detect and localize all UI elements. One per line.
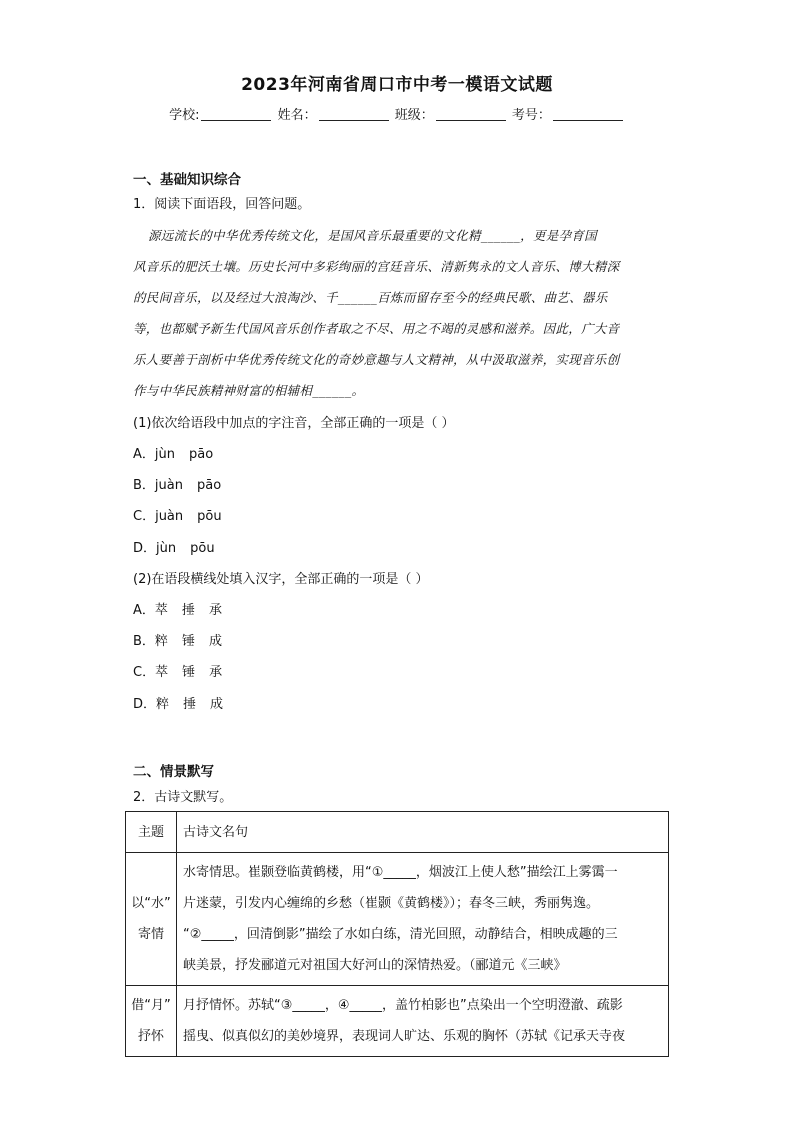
option-a-chars[interactable]: A．萃 捶 承 [133,603,222,618]
option-d-chars[interactable]: D．粹 捶 成 [133,697,224,712]
number-blank[interactable] [553,107,623,121]
page-title: 2023年河南省周口市中考一模语文试题 [241,75,553,95]
student-info-line [0,104,794,123]
content-line: 水寄情思。崔颢登临黄鹤楼，用“①_____，烟波江上使人愁”描绘江上雾霭一 [183,865,618,880]
row-content [177,986,669,1057]
passage-line: 乐人要善于剖析中华优秀传统文化的奇妙意趣与人文精神，从中汲取滋养，实现音乐创 [133,352,620,367]
option-b-pinyin[interactable]: B．juàn pāo [133,478,222,493]
number-label: 考号： [511,108,551,123]
class-label: 班级： [394,108,434,123]
table-row [126,986,669,1057]
school-blank[interactable] [201,107,271,121]
table-row [126,853,669,986]
poetry-table [125,811,669,1057]
question-1-text: 1．阅读下面语段，回答问题。 [133,197,311,212]
row-theme: 以“水” 寄情 [126,853,177,986]
name-label: 姓名： [277,108,317,123]
table-header-theme: 主题 [126,812,177,853]
option-d-pinyin[interactable]: D．jùn pōu [133,541,215,556]
passage-line: 等，也都赋予新生代国风音乐创作者取之不尽、用之不竭的灵感和滋养。因此，广大音 [133,321,620,336]
table-header-lines: 古诗文名句 [177,812,669,853]
option-c-pinyin[interactable]: C．juàn pōu [133,509,222,524]
content-line: “②_____，回清倒影”描绘了水如白练，清光回照，动静结合，相映成趣的三 [183,927,618,942]
row-content [177,853,669,986]
content-line: 摇曳、似真似幻的美妙境界，表现词人旷达、乐观的胸怀（苏轼《记承天寺夜 [183,1029,626,1044]
option-a-pinyin[interactable]: A．jùn pāo [133,447,214,462]
passage-line: 的民间音乐，以及经过大浪淘沙、千______百炼而留存至今的经典民歌、曲艺、器乐 [133,290,608,305]
school-label: 学校: [169,108,200,123]
table-header-row [126,812,669,853]
passage-line: 作与中华民族精神财富的相辅相______。 [133,383,365,398]
row-theme: 借“月” 抒怀 [126,986,177,1057]
sub-question-2: (2)在语段横线处填入汉字，全部正确的一项是（ ） [133,572,429,587]
section-2-heading: 二、情景默写 [133,764,214,780]
passage-line: 源远流长的中华优秀传统文化，是国风音乐最重要的文化精______，更是孕育国 [148,228,597,243]
content-line: 峡美景，抒发郦道元对祖国大好河山的深情热爱。（郦道元《三峡》 [183,958,567,973]
name-blank[interactable] [319,107,389,121]
content-line: 片迷蒙，引发内心缠绵的乡愁（崔颢《黄鹤楼》）；春冬三峡，秀丽隽逸。 [183,896,600,911]
content-line: 月抒情怀。苏轼“③_____，④_____，盖竹柏影也”点染出一个空明澄澈、疏影 [183,998,623,1013]
sub-question-1: (1)依次给语段中加点的字注音，全部正确的一项是（ ） [133,416,455,431]
passage-line: 风音乐的肥沃土壤。历史长河中多彩绚丽的宫廷音乐、清新隽永的文人音乐、博大精深 [133,259,620,274]
section-1-heading: 一、基础知识综合 [133,172,241,188]
option-b-chars[interactable]: B．粹 锤 成 [133,634,222,649]
option-c-chars[interactable]: C．萃 锤 承 [133,665,223,680]
class-blank[interactable] [436,107,506,121]
question-2-text: 2．古诗文默写。 [133,790,233,805]
